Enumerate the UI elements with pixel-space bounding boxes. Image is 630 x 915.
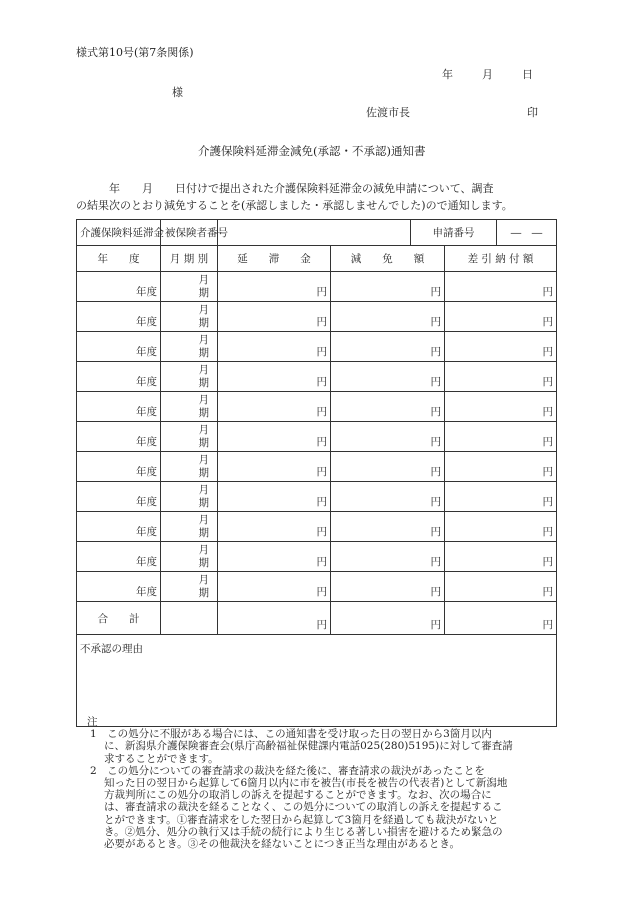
notes-heading: 注 (87, 716, 98, 728)
row-net-cell: 円 (445, 572, 557, 602)
row-month-label: 月 (198, 363, 209, 376)
application-number-label: 申請番号 (411, 220, 497, 246)
table-row (77, 332, 557, 362)
row-arrears-cell: 円 (218, 362, 331, 392)
row-period-cell (161, 332, 218, 362)
row-arrears-cell: 円 (218, 452, 331, 482)
col-year-header: 年 度 (77, 246, 161, 272)
table-row (77, 422, 557, 452)
total-arrears: 円 (218, 602, 331, 635)
row-net-cell: 円 (445, 482, 557, 512)
note-line: 求することができます。 (104, 752, 219, 765)
row-period-label: 期 (198, 556, 209, 569)
note-line: 方裁判所にこの処分の取消しの訴えを提起することができます。なお、次の場合に (104, 789, 492, 802)
row-period-cell (161, 422, 218, 452)
row-reduction-cell: 円 (331, 572, 445, 602)
row-reduction-cell: 円 (331, 422, 445, 452)
row-year-cell: 年度 (77, 332, 161, 362)
table-row (77, 362, 557, 392)
application-number-value: ― ― (497, 220, 557, 246)
row-period-label: 期 (198, 436, 209, 449)
note-line: き。②処分、処分の執行又は手続の続行により生じる著しい損害を避けるため緊急の (104, 825, 503, 838)
row-reduction-cell: 円 (331, 512, 445, 542)
note-line: とができます。①審査請求をした翌日から起算して3箇月を経過しても裁決がないと (104, 813, 499, 826)
row-reduction-cell: 円 (331, 392, 445, 422)
table-row (77, 302, 557, 332)
date-day-label: 日 (522, 68, 533, 81)
row-period-cell (161, 362, 218, 392)
table-row (77, 512, 557, 542)
row-arrears-cell: 円 (218, 302, 331, 332)
row-period-label: 期 (198, 346, 209, 359)
row-net-cell: 円 (445, 542, 557, 572)
row-arrears-cell: 円 (218, 332, 331, 362)
notes-section (87, 716, 560, 851)
total-net: 円 (445, 602, 557, 635)
column-header-row (77, 246, 557, 272)
note-line: 1 この処分に不服がある場合には、この通知書を受け取った日の翌日から3箇月以内 (90, 728, 492, 741)
row-net-cell: 円 (445, 512, 557, 542)
seal-mark: 印 (527, 106, 538, 119)
row-period-cell (161, 542, 218, 572)
row-arrears-cell: 円 (218, 542, 331, 572)
reason-row (77, 635, 557, 727)
row-period-label: 期 (198, 316, 209, 329)
row-period-cell (161, 512, 218, 542)
row-month-label: 月 (198, 453, 209, 466)
note-line: 必要があるとき。③その他裁決を経ないことにつき正当な理由があるとき。 (104, 838, 460, 851)
row-reduction-cell: 円 (331, 272, 445, 302)
form-number: 様式第10号(第7条関係) (76, 46, 194, 59)
row-net-cell: 円 (445, 422, 557, 452)
date-year-label: 年 (442, 68, 453, 81)
col-period-header: 月 期 別 (161, 246, 218, 272)
table-row (77, 572, 557, 602)
intro-paragraph (76, 180, 556, 214)
row-period-label: 期 (198, 466, 209, 479)
row-year-cell: 年度 (77, 452, 161, 482)
row-year-cell: 年度 (77, 482, 161, 512)
row-year-cell: 年度 (77, 542, 161, 572)
intro-line: の結果次のとおり減免することを(承認しました・承認しませんでした)ので通知します。 (76, 199, 513, 212)
row-month-label: 月 (198, 513, 209, 526)
insured-number-value (218, 220, 411, 246)
total-label: 合 計 (77, 602, 161, 635)
row-period-cell (161, 272, 218, 302)
notice-table (76, 219, 557, 727)
row-year-cell: 年度 (77, 512, 161, 542)
row-period-label: 期 (198, 376, 209, 389)
row-month-label: 月 (198, 423, 209, 436)
col-net-header: 差 引 納 付 額 (445, 246, 557, 272)
row-period-label: 期 (198, 586, 209, 599)
row-reduction-cell: 円 (331, 452, 445, 482)
row-period-cell (161, 392, 218, 422)
table-header-row (77, 220, 557, 246)
insured-number-label: 被保険者番号 (161, 220, 218, 246)
row-period-label: 期 (198, 496, 209, 509)
row-arrears-cell: 円 (218, 272, 331, 302)
total-reduction: 円 (331, 602, 445, 635)
total-period-cell (161, 602, 218, 635)
row-month-label: 月 (198, 543, 209, 556)
arrears-category-label: 介護保険料延滞金 (77, 220, 161, 246)
row-reduction-cell: 円 (331, 542, 445, 572)
row-month-label: 月 (198, 573, 209, 586)
row-net-cell: 円 (445, 362, 557, 392)
row-month-label: 月 (198, 303, 209, 316)
row-net-cell: 円 (445, 332, 557, 362)
row-month-label: 月 (198, 393, 209, 406)
total-row (77, 602, 557, 635)
row-period-label: 期 (198, 286, 209, 299)
document-title: 介護保険料延滞金減免(承認・不承認)通知書 (198, 144, 426, 158)
row-arrears-cell: 円 (218, 422, 331, 452)
note-line: 2 この処分についての審査請求の裁決を経た後に、審査請求の裁決があったことを (90, 764, 485, 777)
col-reduction-header: 減 免 額 (331, 246, 445, 272)
row-month-label: 月 (198, 333, 209, 346)
row-month-label: 月 (198, 273, 209, 286)
row-arrears-cell: 円 (218, 512, 331, 542)
row-reduction-cell: 円 (331, 362, 445, 392)
intro-line: 年 月 日付けで提出された介護保険料延滞金の減免申請について、調査 (76, 182, 494, 195)
row-net-cell: 円 (445, 452, 557, 482)
table-row (77, 452, 557, 482)
note-line: 知った日の翌日から起算して6箇月以内に市を被告(市長を被告の代表者)として新潟地 (104, 777, 508, 790)
row-net-cell: 円 (445, 302, 557, 332)
row-month-label: 月 (198, 483, 209, 496)
table-row (77, 272, 557, 302)
row-reduction-cell: 円 (331, 332, 445, 362)
addressee-suffix: 様 (172, 86, 183, 99)
row-arrears-cell: 円 (218, 392, 331, 422)
issuer-name: 佐渡市長 (366, 106, 410, 119)
date-month-label: 月 (482, 68, 493, 81)
note-line: に、新潟県介護保険審査会(県庁高齢福祉保健課内電話025(280)5195)に対して審査請 (104, 740, 513, 753)
col-arrears-header: 延 滞 金 (218, 246, 331, 272)
row-period-cell (161, 452, 218, 482)
row-period-cell (161, 482, 218, 512)
row-arrears-cell: 円 (218, 572, 331, 602)
row-arrears-cell: 円 (218, 482, 331, 512)
table-row (77, 482, 557, 512)
table-row (77, 542, 557, 572)
row-period-cell (161, 572, 218, 602)
row-period-label: 期 (198, 406, 209, 419)
row-period-cell (161, 302, 218, 332)
row-reduction-cell: 円 (331, 302, 445, 332)
rejection-reason-label: 不承認の理由 (77, 635, 557, 727)
row-year-cell: 年度 (77, 272, 161, 302)
row-year-cell: 年度 (77, 392, 161, 422)
table-row (77, 392, 557, 422)
row-year-cell: 年度 (77, 302, 161, 332)
note-line: は、審査請求の裁決を経ることなく、この処分についての取消しの訴えを提起するこ (104, 801, 503, 814)
row-year-cell: 年度 (77, 572, 161, 602)
date-line (442, 66, 533, 82)
row-reduction-cell: 円 (331, 482, 445, 512)
row-year-cell: 年度 (77, 422, 161, 452)
row-period-label: 期 (198, 526, 209, 539)
row-year-cell: 年度 (77, 362, 161, 392)
row-net-cell: 円 (445, 272, 557, 302)
row-net-cell: 円 (445, 392, 557, 422)
